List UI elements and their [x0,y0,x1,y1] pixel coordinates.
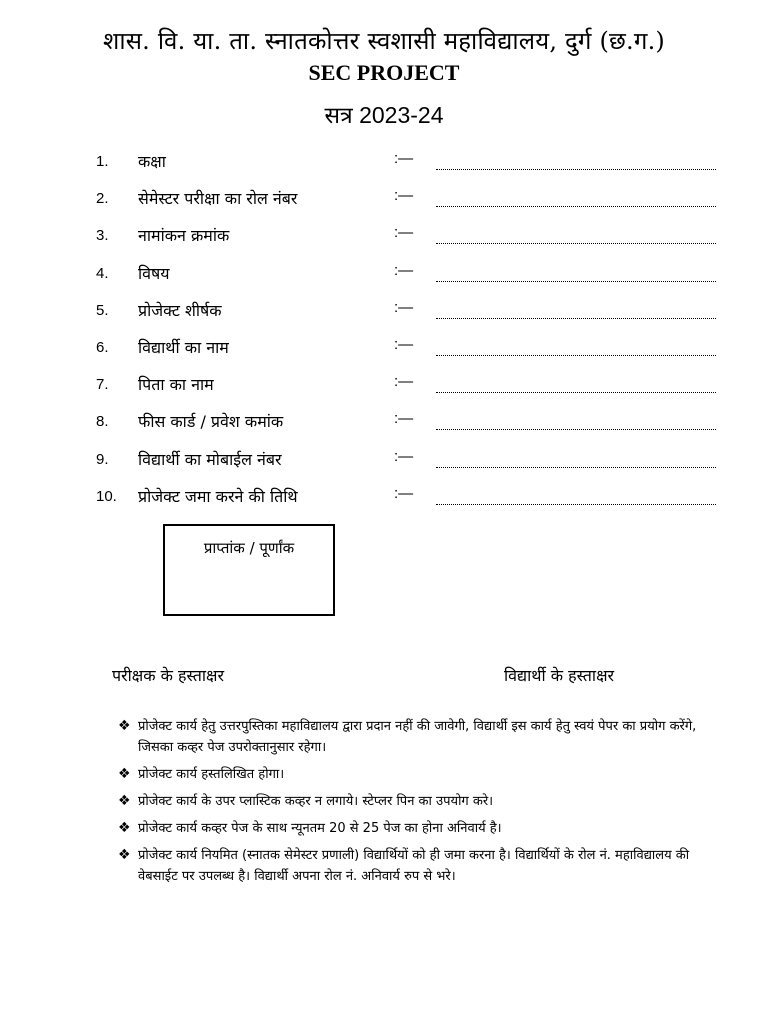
diamond-bullet-icon: ❖ [118,766,131,782]
fill-in-blank[interactable] [436,299,716,319]
diamond-bullet-icon: ❖ [118,820,131,836]
field-number: 8. [96,413,109,431]
field-number: 3. [96,227,109,245]
fill-in-blank[interactable] [436,150,716,170]
field-label: सेमेस्टर परीक्षा का रोल नंबर [138,189,298,209]
field-row-enrollment [0,224,768,261]
college-name: शास. वि. या. ता. स्नातकोत्तर स्वशासी महाविद्यालय, दुर्ग (छ.ग.) [103,27,665,55]
field-separator: :— [394,410,414,428]
field-number: 7. [96,376,109,394]
field-row-subject [0,262,768,299]
fill-in-blank[interactable] [436,410,716,430]
form-fields [0,150,768,522]
fill-in-blank[interactable] [436,262,716,282]
instruction-text: प्रोजेक्ट कार्य कव्हर पेज के साथ न्यूनतम 20 से 25 पेज का होना अनिवार्य है। [138,821,502,836]
fill-in-blank[interactable] [436,448,716,468]
field-number: 1. [96,153,109,170]
instruction-text: प्रोजेक्ट कार्य हस्तलिखित होगा। [138,767,285,782]
field-row-mobile [0,448,768,485]
instruction-text: प्रोजेक्ट कार्य नियमित (स्नातक सेमेस्टर प्रणाली) विद्यार्थियों को ही जमा करना है। विद्यार्थियों के रोल नं. महाविद्यालय की वेबसाईट पर उपलब्ध है। विद्यार्थी अपना रोल नं. अनिवार्य रुप से भरे। [138,848,690,884]
instructions-list [118,716,698,893]
marks-label: प्राप्तांक / पूर्णांक [203,539,295,557]
instruction-text: प्रोजेक्ट कार्य के उपर प्लास्टिक कव्हर न लगाये। स्टेप्लर पिन का उपयोग करे। [138,794,494,809]
field-label: विषय [138,263,170,283]
field-row-fee-card [0,410,768,447]
diamond-bullet-icon: ❖ [118,793,131,809]
field-row-student-name [0,336,768,373]
field-label: प्रोजेक्ट जमा करने की तिथि [138,486,298,506]
examiner-signature-label: परीक्षक के हस्ताक्षर [112,666,224,685]
field-label: कक्षा [138,152,166,171]
instruction-item [118,818,698,839]
field-row-submission-date [0,485,768,522]
fill-in-blank[interactable] [436,336,716,356]
field-label: नामांकन क्रमांक [138,226,230,246]
field-label: प्रोजेक्ट शीर्षक [138,300,222,320]
field-separator: :— [394,150,414,167]
field-separator: :— [394,335,414,353]
field-number: 9. [96,450,109,468]
field-label: पिता का नाम [138,375,214,395]
instruction-item [118,791,698,812]
field-number: 4. [96,264,109,282]
student-signature-label: विद्यार्थी के हस्ताक्षर [504,666,615,685]
instruction-item [118,716,698,758]
field-row-class [0,150,768,187]
field-separator: :— [394,261,414,279]
field-label: विद्यार्थी का मोबाईल नंबर [138,449,282,469]
field-separator: :— [394,187,414,205]
instruction-item [118,845,698,887]
field-number: 10. [96,487,117,505]
project-title: SEC PROJECT [308,60,460,85]
field-row-roll-number [0,187,768,224]
field-number: 5. [96,301,109,319]
field-separator: :— [394,224,414,242]
fill-in-blank[interactable] [436,224,716,244]
field-label: विद्यार्थी का नाम [138,337,229,357]
field-row-father-name [0,373,768,410]
fill-in-blank[interactable] [436,373,716,393]
fill-in-blank[interactable] [436,187,716,207]
field-separator: :— [394,298,414,316]
fill-in-blank[interactable] [436,485,716,505]
session-year: सत्र 2023-24 [324,102,444,128]
field-label: फीस कार्ड / प्रवेश कमांक [138,412,284,432]
field-number: 2. [96,190,109,208]
diamond-bullet-icon: ❖ [118,718,131,734]
field-row-project-title [0,299,768,336]
field-separator: :— [394,373,414,391]
diamond-bullet-icon: ❖ [118,847,131,863]
field-separator: :— [394,484,414,502]
marks-box[interactable] [163,524,335,616]
instruction-item [118,764,698,785]
instruction-text: प्रोजेक्ट कार्य हेतु उत्तरपुस्तिका महाविद्यालय द्वारा प्रदान नहीं की जावेगी, विद्यार्थी इस कार्य हेतु स्वयं पेपर का प्रयोग करेंगे, जिसका कव्हर पेज उपरोक्तानुसार रहेगा। [138,719,697,755]
field-separator: :— [394,447,414,465]
field-number: 6. [96,338,109,356]
